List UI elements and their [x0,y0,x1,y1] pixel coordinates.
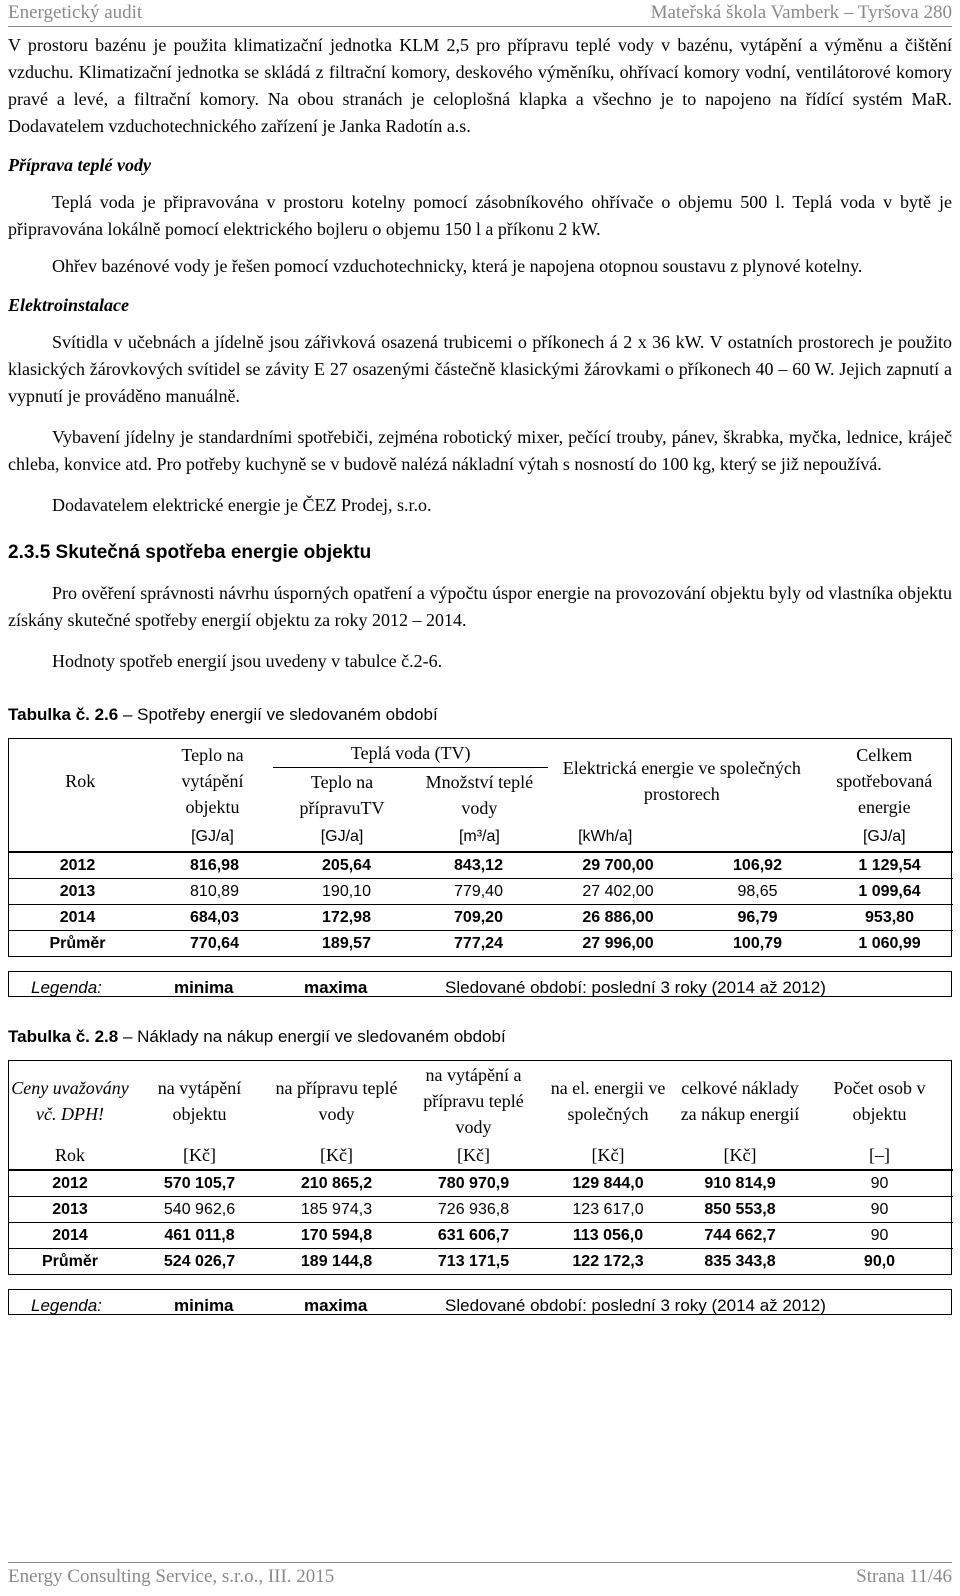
table-cell: 1 099,64 [826,879,953,905]
table2-unit: Rok [54,1145,85,1165]
table-cell: 172,98 [283,905,410,931]
table-cell: 816,98 [190,857,239,874]
table-row [9,1249,953,1275]
table-cell: 96,79 [689,905,826,931]
table-cell: 189 144,8 [268,1249,405,1275]
table1-unit: [GJ/a] [320,828,364,845]
paragraph-pool-heating: Ohřev bazénové vody je řešen pomocí vzduchotechnicky, která je napojena otopnou soustavu z plynové kotelny. [52,256,863,276]
table-cell: 185 974,3 [268,1197,405,1223]
legend-label: Legenda: [31,978,102,997]
table-cell: 777,24 [410,931,547,957]
table2-header: celkové náklady za nákup energií [680,1078,800,1124]
footer-company: Energy Consulting Service, s.r.o., III. 2015 [8,1566,335,1587]
table-cell: 2014 [9,1223,131,1249]
table-cell: 910 814,9 [704,1175,776,1192]
document-body [8,32,952,1315]
table1-caption-number: Tabulka č. 2.6 [8,705,119,724]
table-cell: 684,03 [146,905,283,931]
table-cell: 189,57 [283,931,410,957]
table-cell: 770,64 [146,931,283,957]
paragraph-hot-water: Teplá voda je připravována v prostoru kotelny pomocí zásobníkového ohřívače o objemu 500 l. Teplá voda v bytě je připravována lokálně pomocí elektrického bojleru o objemu 150 l a příkonu 2 kW. [8,192,952,239]
table-cell: 709,20 [410,905,547,931]
table1-legend [8,971,952,997]
table2-header: na přípravu teplé vody [275,1078,398,1124]
legend-max: maxima [304,978,368,997]
paragraph-lighting: Svítidla v učebnách a jídelně jsou zářivková osazená trubicemi o příkonech á 2 x 36 kW. V ostatních prostorech je použito klasických žárovkových svítidel se závity E 27 osazenými částečně klasickými žárovkami o příkonech 40 – 60 W. Jejich zapnutí a vypnutí je prováděno manuálně. [8,332,952,406]
table-cell: 106,92 [733,857,782,874]
table1-header-el: Elektrická energie ve společných prostorech [562,757,801,804]
table1-header-rok: Rok [65,770,96,791]
table-cell: 90 [806,1197,953,1223]
table1-data [9,851,953,956]
table-cell: 843,12 [454,857,503,874]
legend-max: maxima [304,1296,368,1315]
table1-caption-text: – Spotřeby energií ve sledovaném období [118,705,438,724]
table-cell: 190,10 [283,879,410,905]
table-cell: 2013 [9,879,146,905]
table2-unit: [Kč] [723,1145,757,1165]
table-cell: 2012 [59,857,96,874]
table-cell: 461 011,8 [131,1223,268,1249]
table-cell: 524 026,7 [131,1249,268,1275]
subheading-electro: Elektroinstalace [8,295,129,315]
header-object: Mateřská škola Vamberk – Tyršova 280 [650,2,952,23]
legend-period: Sledované období: poslední 3 roky (2014 až 2012) [445,978,826,997]
table2-header: na vytápění a přípravu teplé vody [423,1065,524,1137]
table2-unit: [Kč] [320,1145,353,1165]
table2-frame [8,1060,952,1275]
table-cell: 726 936,8 [405,1197,542,1223]
table1-header-teplo: Teplo na vytápění objektu [181,744,244,817]
table-row [9,1197,953,1223]
table-cell: 27 996,00 [547,931,689,957]
table-cell: 2014 [9,905,146,931]
table-cell: 123 617,0 [542,1197,674,1223]
table-cell: 631 606,7 [405,1223,542,1249]
table-cell: 1 129,54 [858,857,921,874]
table-cell: 713 171,5 [405,1249,542,1275]
table2-data [9,1169,953,1274]
table-row [9,1170,953,1197]
section-heading: 2.3.5 Skutečná spotřeba energie objektu [8,542,372,563]
table2-unit: [–] [869,1145,890,1165]
table-cell: 835 343,8 [674,1249,806,1275]
paragraph-table-ref: Hodnoty spotřeb energií jsou uvedeny v tabulce č.2-6. [52,651,443,671]
table-costs [9,1061,953,1169]
table-cell: 210 865,2 [300,1175,373,1192]
legend-min: minima [174,978,234,997]
legend-min: minima [174,1296,234,1315]
table-cell: 1 060,99 [826,931,953,957]
table-cell: 90 [806,1223,953,1249]
table2-unit: [Kč] [183,1145,216,1165]
table-cell: 170 594,8 [268,1223,405,1249]
paragraph-supplier: Dodavatelem elektrické energie je ČEZ Prodej, s.r.o. [52,495,432,515]
table2-caption-number: Tabulka č. 2.8 [8,1027,119,1046]
table-cell: 540 962,6 [131,1197,268,1223]
table2-header: Počet osob v objektu [833,1078,926,1124]
table-row [9,879,953,905]
table-cell: Průměr [9,1249,131,1275]
table-cell: 779,40 [410,879,547,905]
table1-header-tv2: Množství teplé vody [425,772,534,818]
table-cell: 780 970,9 [437,1175,510,1192]
table-cell: 27 402,00 [547,879,689,905]
paragraph-verification: Pro ověření správnosti návrhu úsporných opatření a výpočtu úspor energie na provozování objektu byly od vlastníka objektu získány skutečné spotřeby energií objektu za roky 2012 – 2014. [8,583,952,630]
subheading-hot-water: Příprava teplé vody [8,155,151,175]
table1-caption [8,701,952,728]
table1-unit: [kWh/a] [578,828,633,845]
table-cell: 90,0 [806,1249,953,1275]
table-row [9,852,953,879]
table-row [9,1223,953,1249]
footer-rule [8,1562,952,1563]
table2-caption [8,1023,952,1050]
footer-page-number: Strana 11/46 [856,1566,952,1587]
table-cell: 205,64 [322,857,371,874]
legend-period: Sledované období: poslední 3 roky (2014 až 2012) [445,1296,826,1315]
table-cell: 2012 [52,1175,88,1192]
table1-frame [8,738,952,957]
table-cell: 810,89 [146,879,283,905]
header-title: Energetický audit [8,2,143,23]
table2-unit: [Kč] [591,1145,625,1165]
table-cell: 744 662,7 [674,1223,806,1249]
table2-header: Ceny uvažovány vč. DPH! [11,1078,129,1124]
table-cell: 26 886,00 [547,905,689,931]
paragraph-kitchen: Vybavení jídelny je standardními spotřebiči, zejména robotický mixer, pečící trouby, pánev, škrabka, myčka, lednice, kráječ chleba, konvice atd. Pro potřeby kuchyně se v budově nalézá nákladní výtah s nosností do 100 kg, který se již nepoužívá. [8,427,952,474]
table2-header: na el. energii ve společných [550,1078,666,1124]
table1-header-tv1: Teplo na přípravuTV [299,772,385,818]
table2-unit: [Kč] [457,1145,490,1165]
table-cell: 129 844,0 [572,1175,644,1192]
legend-label: Legenda: [31,1296,102,1315]
page-header [0,0,960,28]
header-rule [8,26,952,27]
table-cell: 29 700,00 [582,857,654,874]
table-cell: 90 [870,1175,889,1192]
table-cell: 98,65 [689,879,826,905]
table-cell: 122 172,3 [542,1249,674,1275]
table1-unit: [GJ/a] [191,828,234,845]
table-cell: 953,80 [826,905,953,931]
table-cell: 850 553,8 [674,1197,806,1223]
table-cell: 113 056,0 [542,1223,674,1249]
table-cell: Průměr [9,931,146,957]
paragraph-ventilation: V prostoru bazénu je použita klimatizační jednotka KLM 2,5 pro přípravu teplé vody v bazénu, vytápění a výměnu a čištění vzduchu. Klimatizační jednotka se skládá z filtrační komory, deskového výměníku, ohřívací komory vodní, ventilátorové komory pravé a levé, a filtrační komory. Na obou stranách je celoplošná klapka a všechno je to napojeno na řídící systém MaR. Dodavatelem vzduchotechnického zařízení je Janka Radotín a.s. [8,35,952,136]
table2-header: na vytápění objektu [157,1078,242,1124]
table1-unit: [GJ/a] [862,828,906,845]
table-row [9,905,953,931]
table-cell: 570 105,7 [163,1175,236,1192]
table-consumption [9,739,953,851]
table2-legend [8,1289,952,1315]
table1-unit: [m³/a] [458,828,500,845]
table-row [9,931,953,957]
table2-caption-text: – Náklady na nákup energií ve sledovaném období [118,1027,506,1046]
table-cell: 2013 [9,1197,131,1223]
table1-header-tv: Teplá voda (TV) [273,739,548,768]
table-cell: 100,79 [689,931,826,957]
table1-header-celkem: Celkem spotřebovaná energie [836,744,933,817]
